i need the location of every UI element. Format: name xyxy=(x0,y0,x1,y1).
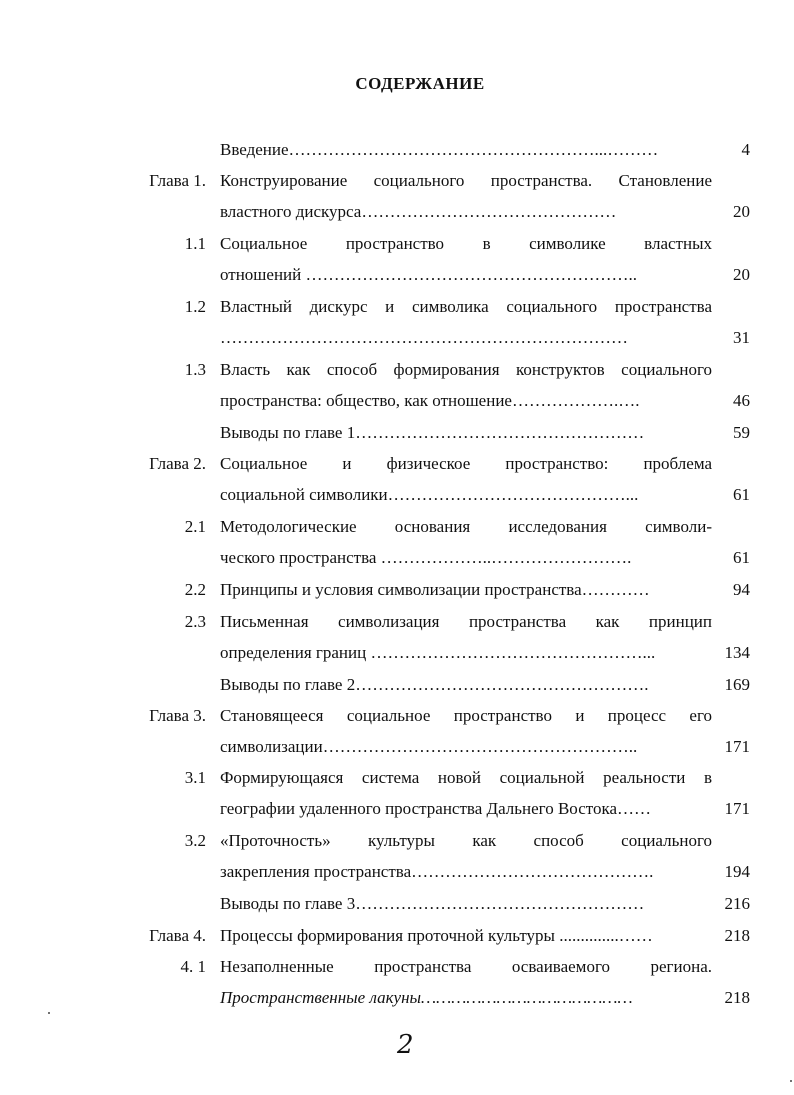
scan-speck xyxy=(790,1080,792,1082)
page-number: 2 xyxy=(397,1030,414,1060)
toc-entry-text: Конструирование социального пространства. Становление xyxy=(220,171,712,190)
toc-entry-label: Глава 3. xyxy=(149,706,206,725)
toc-entry-text: Незаполненные пространства осваиваемого региона. xyxy=(220,957,712,976)
toc-entry-text: Социальное и физическое пространство: проблема xyxy=(220,454,712,473)
toc-entry-page: 218 xyxy=(724,988,750,1007)
toc-entry-text: Процессы формирования проточной культуры ..............…… xyxy=(220,926,653,945)
toc-entry-label: Глава 1. xyxy=(149,171,206,190)
toc-entry-label: 2.1 xyxy=(184,517,206,536)
toc-entry-label: 3.2 xyxy=(184,831,206,850)
toc-entry-page: 218 xyxy=(724,926,750,945)
toc-entry-page: 171 xyxy=(724,737,750,756)
toc-entry-label: 2.2 xyxy=(184,580,206,599)
toc-entry-page: 194 xyxy=(724,862,750,881)
toc-entry-page: 134 xyxy=(724,643,750,662)
toc-entry-text: географии удаленного пространства Дальнего Востока…… xyxy=(220,799,652,818)
toc-entry-label: Глава 4. xyxy=(149,926,206,945)
toc-entry-text: пространства: общество, как отношение……………….…. xyxy=(220,391,640,410)
toc-entry-text: Принципы и условия символизации пространства………… xyxy=(220,580,650,599)
toc-entry-page: 61 xyxy=(733,548,750,567)
toc-entry-page: 46 xyxy=(733,391,750,410)
toc-entry-label: 2.3 xyxy=(184,612,206,631)
toc-entry-text: Формирующаяся система новой социальной реальности в xyxy=(220,768,712,787)
toc-entry-page: 20 xyxy=(733,265,750,284)
toc-entry-label: 3.1 xyxy=(184,768,206,787)
toc-entry-page: 216 xyxy=(724,894,750,913)
toc-entry-text: ческого пространства ………………..……………………. xyxy=(220,548,632,567)
toc-entry-page: 20 xyxy=(733,202,750,221)
toc-entry-text: символизации……………………………………………….. xyxy=(220,737,638,756)
toc-entry-text: определения границ …………………………………………... xyxy=(220,643,656,662)
toc-entry-text: Становящееся социальное пространство и процесс его xyxy=(220,706,712,725)
toc-entry-text: отношений ………………………………………………….. xyxy=(220,265,637,284)
toc-entry-text: закрепления пространства……………………………………. xyxy=(220,862,654,881)
toc-entry-page: 171 xyxy=(724,799,750,818)
toc-entry-text: Социальное пространство в символике властных xyxy=(220,234,712,253)
toc-entry-text: Выводы по главе 1…………………………………………… xyxy=(220,423,645,442)
toc-entry-text: ……………………………………………………………… xyxy=(220,328,628,347)
toc-entry-text: «Проточность» культуры как способ социального xyxy=(220,831,712,850)
toc-entry-label: 1.2 xyxy=(184,297,206,316)
toc-entry-label: 4. 1 xyxy=(180,957,206,976)
toc-entry-text: Выводы по главе 3…………………………………………… xyxy=(220,894,645,913)
toc-entry-text: Методологические основания исследования символи- xyxy=(220,517,712,536)
toc-entry-page: 61 xyxy=(733,485,750,504)
toc-entry-text: Властный дискурс и символика социального пространства xyxy=(220,297,712,316)
toc-entry-label: Глава 2. xyxy=(149,454,206,473)
toc-entry-text: социальной символики……………………………………... xyxy=(220,485,639,504)
toc-entry-label: 1.1 xyxy=(184,234,206,253)
toc-entry-page: 31 xyxy=(733,328,750,347)
scan-speck xyxy=(48,1012,50,1014)
toc-entry-page: 94 xyxy=(733,580,750,599)
toc-entry-text: Введение………………………………………………...……… xyxy=(220,140,659,159)
toc-entry-page: 59 xyxy=(733,423,750,442)
toc-entry-label: 1.3 xyxy=(184,360,206,379)
toc-entry-text: властного дискурса……………………………………… xyxy=(220,202,617,221)
page-title: СОДЕРЖАНИЕ xyxy=(355,74,485,93)
toc-entry-text: Власть как способ формирования конструктов социального xyxy=(220,360,712,379)
toc-entry-text: Выводы по главе 2……………………………………………. xyxy=(220,675,649,694)
toc-entry-page: 4 xyxy=(741,140,750,159)
toc-entry-text: Пространственные лакуны…………………………………… xyxy=(220,988,633,1007)
toc-entry-page: 169 xyxy=(724,675,750,694)
toc-entry-text: Письменная символизация пространства как принцип xyxy=(220,612,712,631)
